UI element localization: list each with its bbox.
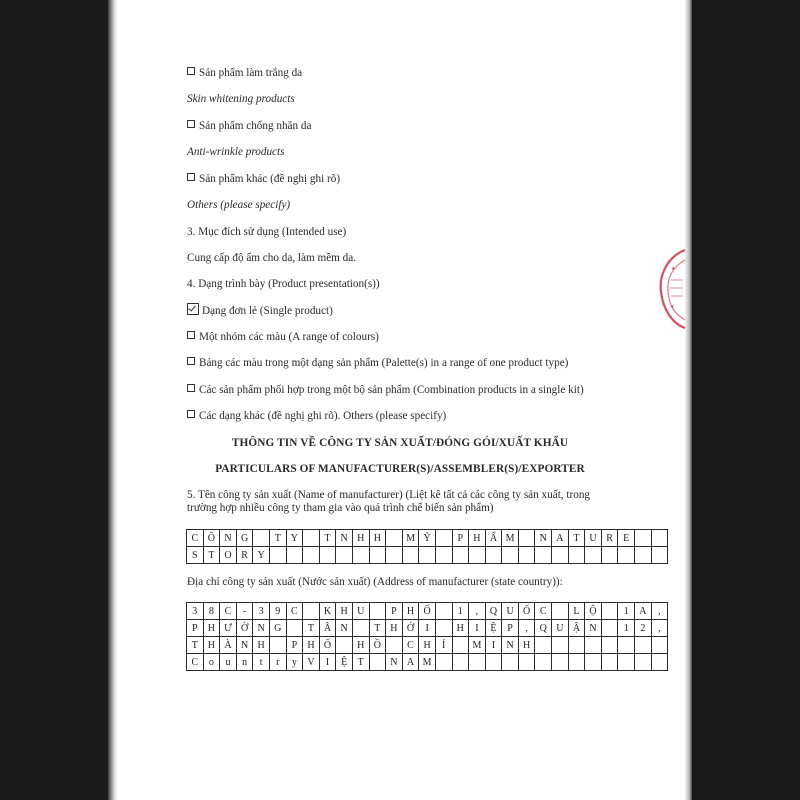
grid-cell: Y xyxy=(286,530,303,547)
grid-cell xyxy=(568,654,585,671)
line-text: Cung cấp độ ẩm cho da, làm mềm da. xyxy=(187,252,357,264)
grid-row xyxy=(187,637,668,654)
text-line-16 xyxy=(187,489,617,515)
grid-cell: Ồ xyxy=(369,637,386,654)
grid-cell: A xyxy=(635,603,652,620)
line-text: Địa chỉ công ty sản xuất (Nước sản xuất) (Address of manufacturer (state country)): xyxy=(187,576,563,588)
grid-cell: N xyxy=(336,620,353,637)
line-text: Các sản phẩm phối hợp trong một bộ sản phẩm (Combination products in a single kit) xyxy=(199,384,584,396)
grid-cell: M xyxy=(402,530,419,547)
grid-cell: S xyxy=(187,547,204,564)
grid-cell: u xyxy=(220,654,237,671)
right-dark-border xyxy=(692,0,800,800)
text-line-1 xyxy=(187,92,295,106)
line-text: Others (please specify) xyxy=(187,199,291,211)
grid-cell: T xyxy=(568,530,585,547)
grid-cell xyxy=(568,637,585,654)
svg-text:★: ★ xyxy=(671,266,676,272)
grid-cell: T xyxy=(319,530,336,547)
text-line-0 xyxy=(187,66,302,80)
grid-cell xyxy=(469,547,486,564)
grid-cell: C xyxy=(535,603,552,620)
page-right-edge-shadow xyxy=(685,0,692,800)
grid-cell: n xyxy=(236,654,253,671)
manufacturer-name-grid xyxy=(186,529,668,564)
grid-cell: - xyxy=(236,603,253,620)
line-text: Anti-wrinkle products xyxy=(187,146,285,158)
grid-cell: H xyxy=(452,620,469,637)
grid-cell: Ố xyxy=(518,603,535,620)
grid-cell: o xyxy=(203,654,220,671)
grid-cell: Y xyxy=(253,547,270,564)
grid-cell: U xyxy=(352,603,369,620)
line-text: THÔNG TIN VỀ CÔNG TY SẢN XUẤT/ĐÓNG GÓI/XUẤT KHẨU xyxy=(231,437,569,449)
grid-cell: Ớ xyxy=(402,620,419,637)
grid-cell: H xyxy=(352,530,369,547)
grid-cell xyxy=(386,637,403,654)
svg-text:★: ★ xyxy=(670,304,675,310)
grid-cell: M xyxy=(502,530,519,547)
grid-cell: H xyxy=(336,603,353,620)
line-text: Sản phẩm khác (đề nghị ghi rõ) xyxy=(199,173,341,185)
grid-cell: Ệ xyxy=(336,654,353,671)
line-text: 4. Dạng trình bày (Product presentation(s)) xyxy=(187,278,380,290)
grid-cell: U xyxy=(585,530,602,547)
grid-cell xyxy=(552,654,569,671)
grid-cell: C xyxy=(402,637,419,654)
grid-cell: I xyxy=(319,654,336,671)
grid-cell: I xyxy=(419,620,436,637)
grid-cell: , xyxy=(469,603,486,620)
line-text: Sản phẩm chống nhăn da xyxy=(199,120,312,132)
grid-cell: C xyxy=(220,603,237,620)
grid-cell: P xyxy=(286,637,303,654)
grid-cell: A xyxy=(402,654,419,671)
grid-cell: E xyxy=(618,530,635,547)
grid-cell: Í xyxy=(435,637,452,654)
grid-cell xyxy=(535,654,552,671)
grid-cell: Ô xyxy=(203,530,220,547)
text-line-6 xyxy=(187,225,346,239)
grid-cell xyxy=(386,530,403,547)
grid-cell: Ư xyxy=(220,620,237,637)
grid-cell: , xyxy=(651,603,668,620)
grid-cell: N xyxy=(585,620,602,637)
grid-cell: N xyxy=(336,530,353,547)
text-line-10 xyxy=(187,330,379,344)
grid-cell xyxy=(452,654,469,671)
grid-cell: H xyxy=(352,637,369,654)
grid-cell xyxy=(651,654,668,671)
grid-cell xyxy=(552,547,569,564)
grid-row xyxy=(187,654,668,671)
margin-faded-marks xyxy=(677,392,685,502)
grid-cell: N xyxy=(502,637,519,654)
grid-cell xyxy=(635,547,652,564)
grid-cell: M xyxy=(469,637,486,654)
grid-cell: G xyxy=(269,620,286,637)
grid-cell xyxy=(336,637,353,654)
grid-cell xyxy=(601,547,618,564)
grid-cell xyxy=(369,654,386,671)
grid-cell xyxy=(435,603,452,620)
grid-cell: H xyxy=(203,620,220,637)
grid-cell: T xyxy=(269,530,286,547)
text-line-4 xyxy=(187,172,340,186)
grid-cell xyxy=(485,547,502,564)
checkbox-icon xyxy=(187,357,195,365)
grid-row xyxy=(187,547,668,564)
grid-cell xyxy=(485,654,502,671)
grid-cell xyxy=(651,547,668,564)
left-dark-border xyxy=(0,0,108,800)
text-line-12 xyxy=(187,383,584,397)
grid-cell: H xyxy=(253,637,270,654)
grid-cell: Ỹ xyxy=(419,530,436,547)
grid-cell: H xyxy=(402,603,419,620)
grid-cell xyxy=(535,637,552,654)
grid-cell: Ờ xyxy=(236,620,253,637)
checkbox-icon xyxy=(187,173,195,181)
grid-cell: , xyxy=(518,620,535,637)
grid-cell xyxy=(303,547,320,564)
grid-cell: Â xyxy=(319,620,336,637)
grid-cell xyxy=(585,654,602,671)
grid-cell xyxy=(601,637,618,654)
grid-cell xyxy=(618,637,635,654)
grid-row xyxy=(187,603,668,620)
grid-cell xyxy=(286,547,303,564)
line-text: Một nhóm các màu (A range of colours) xyxy=(199,331,379,343)
grid-cell: 1 xyxy=(618,620,635,637)
grid-cell xyxy=(601,603,618,620)
grid-cell: T xyxy=(352,654,369,671)
grid-cell xyxy=(585,637,602,654)
grid-cell: M xyxy=(419,654,436,671)
grid-cell: H xyxy=(369,530,386,547)
grid-cell xyxy=(369,603,386,620)
grid-cell xyxy=(435,620,452,637)
checkbox-icon xyxy=(187,410,195,418)
grid-cell: P xyxy=(187,620,204,637)
line-text: Dạng đơn lẻ (Single product) xyxy=(202,305,333,317)
grid-cell: H xyxy=(469,530,486,547)
grid-cell: N xyxy=(236,637,253,654)
grid-cell: L xyxy=(568,603,585,620)
grid-cell xyxy=(452,547,469,564)
grid-row xyxy=(187,620,668,637)
text-line-11 xyxy=(187,356,568,370)
text-line-17 xyxy=(187,575,563,589)
grid-cell xyxy=(352,547,369,564)
page-left-edge-shadow xyxy=(108,0,117,800)
grid-cell: Ố xyxy=(319,637,336,654)
grid-cell: R xyxy=(236,547,253,564)
text-line-9 xyxy=(187,303,333,318)
checkbox-icon xyxy=(187,384,195,392)
grid-cell: P xyxy=(502,620,519,637)
line-text: 5. Tên công ty sản xuất (Name of manufacturer) (Liệt kê tất cả các công ty sản xuất, trong trường hợp nhiều công ty tham gia vào quá trình chế biến sản phẩm) xyxy=(187,489,591,514)
line-text: Bảng các màu trong một dạng sản phẩm (Palette(s) in a range of one product type) xyxy=(199,357,569,369)
grid-cell xyxy=(253,530,270,547)
grid-cell: Q xyxy=(485,603,502,620)
grid-cell: N xyxy=(386,654,403,671)
grid-cell xyxy=(419,547,436,564)
checkbox-icon xyxy=(187,331,195,339)
grid-cell xyxy=(402,547,419,564)
manufacturer-address-grid xyxy=(186,602,668,671)
grid-cell: V xyxy=(303,654,320,671)
grid-cell xyxy=(651,637,668,654)
grid-cell xyxy=(435,547,452,564)
grid-cell: C xyxy=(286,603,303,620)
grid-cell: 3 xyxy=(253,603,270,620)
grid-cell xyxy=(303,530,320,547)
line-text: PARTICULARS OF MANUFACTURER(S)/ASSEMBLER(S)/EXPORTER xyxy=(215,463,585,475)
grid-cell: P xyxy=(386,603,403,620)
grid-cell: H xyxy=(419,637,436,654)
grid-cell: R xyxy=(601,530,618,547)
grid-cell: Ộ xyxy=(585,603,602,620)
grid-cell: N xyxy=(253,620,270,637)
grid-cell xyxy=(336,547,353,564)
grid-cell xyxy=(568,547,585,564)
grid-cell xyxy=(286,620,303,637)
grid-cell: Ậ xyxy=(568,620,585,637)
grid-cell: P xyxy=(452,530,469,547)
grid-cell xyxy=(651,530,668,547)
grid-cell: H xyxy=(518,637,535,654)
grid-cell: 9 xyxy=(269,603,286,620)
grid-cell: y xyxy=(286,654,303,671)
grid-cell xyxy=(369,547,386,564)
line-text: Skin whitening products xyxy=(187,93,295,105)
checkbox-icon xyxy=(187,67,195,75)
text-line-8 xyxy=(187,277,380,291)
checkbox-icon xyxy=(187,120,195,128)
grid-cell xyxy=(635,530,652,547)
grid-cell: H xyxy=(303,637,320,654)
grid-cell: À xyxy=(220,637,237,654)
grid-cell: I xyxy=(485,637,502,654)
grid-cell xyxy=(585,547,602,564)
grid-cell xyxy=(635,637,652,654)
grid-cell xyxy=(386,547,403,564)
grid-cell xyxy=(352,620,369,637)
red-stamp-seal xyxy=(655,248,689,330)
grid-cell xyxy=(502,654,519,671)
grid-cell xyxy=(552,603,569,620)
grid-cell xyxy=(518,547,535,564)
grid-cell: Ố xyxy=(419,603,436,620)
line-text: Sản phẩm làm trắng da xyxy=(199,67,303,79)
line-text: Các dạng khác (đề nghị ghi rõ). Others (please specify) xyxy=(199,410,447,422)
grid-cell: T xyxy=(369,620,386,637)
grid-cell: N xyxy=(535,530,552,547)
grid-cell: T xyxy=(203,547,220,564)
grid-cell xyxy=(269,547,286,564)
text-line-2 xyxy=(187,119,311,133)
grid-cell xyxy=(618,654,635,671)
grid-cell: U xyxy=(502,603,519,620)
grid-cell: A xyxy=(552,530,569,547)
grid-cell: t xyxy=(253,654,270,671)
text-line-3 xyxy=(187,145,284,159)
grid-cell: N xyxy=(220,530,237,547)
grid-cell: I xyxy=(469,620,486,637)
grid-cell: , xyxy=(651,620,668,637)
grid-cell xyxy=(552,637,569,654)
grid-cell xyxy=(435,530,452,547)
text-line-5 xyxy=(187,198,290,212)
grid-cell: G xyxy=(236,530,253,547)
line-text: 3. Mục đích sử dụng (Intended use) xyxy=(187,226,347,238)
grid-cell xyxy=(535,547,552,564)
grid-cell: O xyxy=(220,547,237,564)
grid-cell xyxy=(635,654,652,671)
grid-cell: H xyxy=(203,637,220,654)
grid-cell: 2 xyxy=(635,620,652,637)
grid-cell xyxy=(452,637,469,654)
grid-cell: r xyxy=(269,654,286,671)
grid-cell xyxy=(601,620,618,637)
grid-cell: T xyxy=(187,637,204,654)
grid-cell: 1 xyxy=(618,603,635,620)
grid-cell xyxy=(601,654,618,671)
grid-cell: Ẩ xyxy=(485,530,502,547)
grid-cell: C xyxy=(187,654,204,671)
checked-checkbox-icon xyxy=(187,303,199,315)
grid-cell xyxy=(303,603,320,620)
grid-row xyxy=(187,530,668,547)
grid-cell: K xyxy=(319,603,336,620)
grid-cell xyxy=(469,654,486,671)
grid-cell: Q xyxy=(535,620,552,637)
grid-cell xyxy=(618,547,635,564)
grid-cell: 3 xyxy=(187,603,204,620)
grid-cell: Ệ xyxy=(485,620,502,637)
grid-cell: 8 xyxy=(203,603,220,620)
grid-cell xyxy=(319,547,336,564)
grid-cell xyxy=(518,530,535,547)
grid-cell xyxy=(435,654,452,671)
grid-cell: C xyxy=(187,530,204,547)
grid-cell xyxy=(269,637,286,654)
grid-cell: T xyxy=(303,620,320,637)
grid-cell: U xyxy=(552,620,569,637)
grid-cell: 1 xyxy=(452,603,469,620)
grid-cell xyxy=(502,547,519,564)
text-line-13 xyxy=(187,409,446,423)
text-line-7 xyxy=(187,251,356,265)
grid-cell xyxy=(518,654,535,671)
grid-cell: H xyxy=(386,620,403,637)
